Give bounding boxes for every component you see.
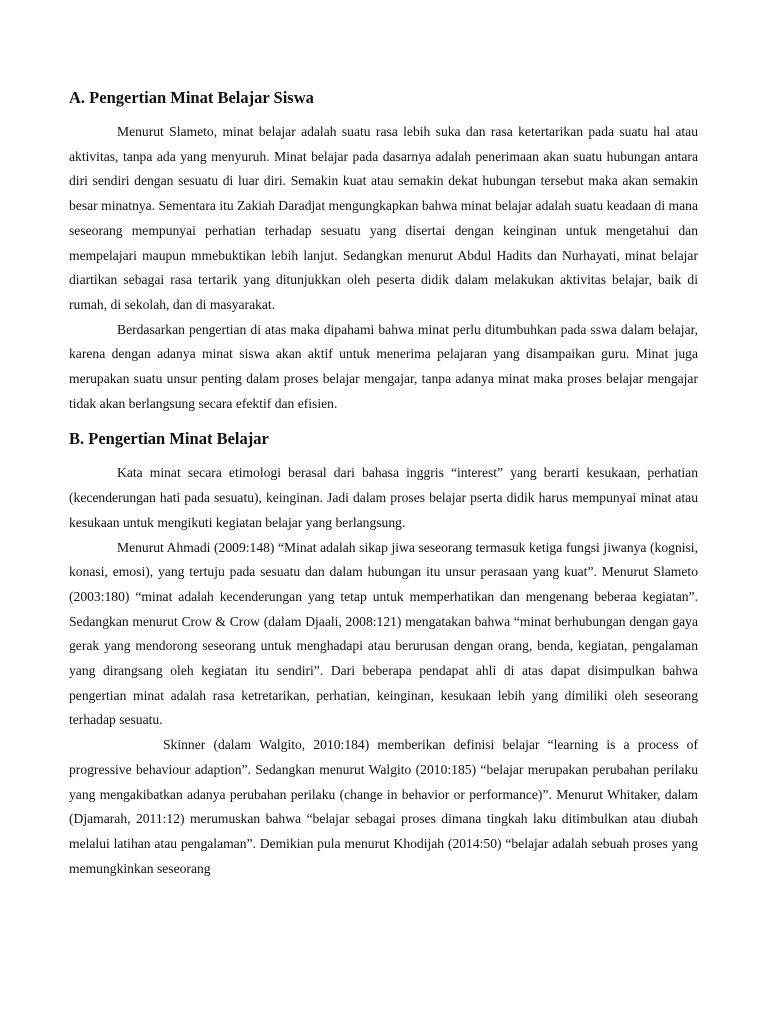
section-a-paragraph-1: Menurut Slameto, minat belajar adalah suatu rasa lebih suka dan rasa ketertarikan pada suatu hal atau aktivitas, tanpa ada yang menyuruh. Minat belajar pada dasarnya adalah penerimaan akan suatu hubungan antara diri sendiri dengan sesuatu di luar diri. Semakin kuat atau semakin dekat hubungan tersebut maka akan semakin besar minatnya. Sementara itu Zakiah Daradjat mengungkapkan bahwa minat belajar adalah suatu keadaan di mana seseorang mempunyai perhatian terhadap sesuatu yang disertai dengan keinginan untuk mengetahui dan mempelajari maupun mmebuktikan lebih lanjut. Sedangkan menurut Abdul Hadits dan Nurhayati, minat belajar diartikan sebagai rasa tertarik yang ditunjukkan oleh peserta didik dalam melakukan aktivitas belajar, baik di rumah, di sekolah, dan di masyarakat.	[69, 124, 698, 312]
section-a-paragraph-2: Berdasarkan pengertian di atas maka dipahami bahwa minat perlu ditumbuhkan pada sswa dalam belajar, karena dengan adanya minat siswa akan aktif untuk menerima pelajaran yang disampaikan guru. Minat juga merupakan suatu unsur penting dalam proses belajar mengajar, tanpa adanya minat maka proses belajar mengajar tidak akan berlangsung secara efektif dan efisien.	[69, 321, 698, 411]
section-a-heading: A. Pengertian Minat Belajar Siswa	[69, 88, 314, 107]
section-b-paragraph-1: Kata minat secara etimologi berasal dari bahasa inggris “interest” yang berarti kesukaan, perhatian (kecenderungan hati pada sesuatu), keinginan. Jadi dalam proses belajar pserta didik harus mempunyai minat atau kesukaan untuk mengikuti kegiatan belajar yang berlangsung.	[69, 465, 698, 530]
section-b-paragraph-3: Skinner (dalam Walgito, 2010:184) memberikan definisi belajar “learning is a process of progressive behaviour adaption”. Sedangkan menurut Walgito (2010:185) “belajar merupakan perubahan perilaku yang mengakibatkan adanya perubahan perilaku (change in behavior or performance)”. Menurut Whitaker, dalam (Djamarah, 2011:12) merumuskan bahwa “belajar sebagai proses dimana tingkah laku ditimbulkan atau diubah melalui latihan atau pengalaman”. Demikian pula menurut Khodijah (2014:50) “belajar adalah sebuah proses yang memungkinkan seseorang	[69, 737, 698, 876]
document-page	[69, 86, 698, 881]
section-b-paragraph-2: Menurut Ahmadi (2009:148) “Minat adalah sikap jiwa seseorang termasuk ketiga fungsi jiwanya (kognisi, konasi, emosi), yang tertuju pada sesuatu dan dalam hubungan itu unsur perasaan yang kuat”. Menurut Slameto (2003:180) “minat adalah kecenderungan yang tetap untuk memperhatikan dan mengenang beberaa kegiatan”. Sedangkan menurut Crow & Crow (dalam Djaali, 2008:121) mengatakan bahwa “minat berhubungan dengan gaya gerak yang mendorong seseorang untuk menghadapi atau berurusan dengan orang, benda, kegiatan, pengalaman yang dirangsang oleh kegiatan itu sendiri”. Dari beberapa pendapat ahli di atas dapat disimpulkan bahwa pengertian minat adalah rasa ketretarikan, perhatian, keinginan, kesukaan lebih yang dimiliki oleh seseorang terhadap sesuatu.	[69, 539, 698, 728]
section-b-heading: B. Pengertian Minat Belajar	[69, 429, 269, 449]
